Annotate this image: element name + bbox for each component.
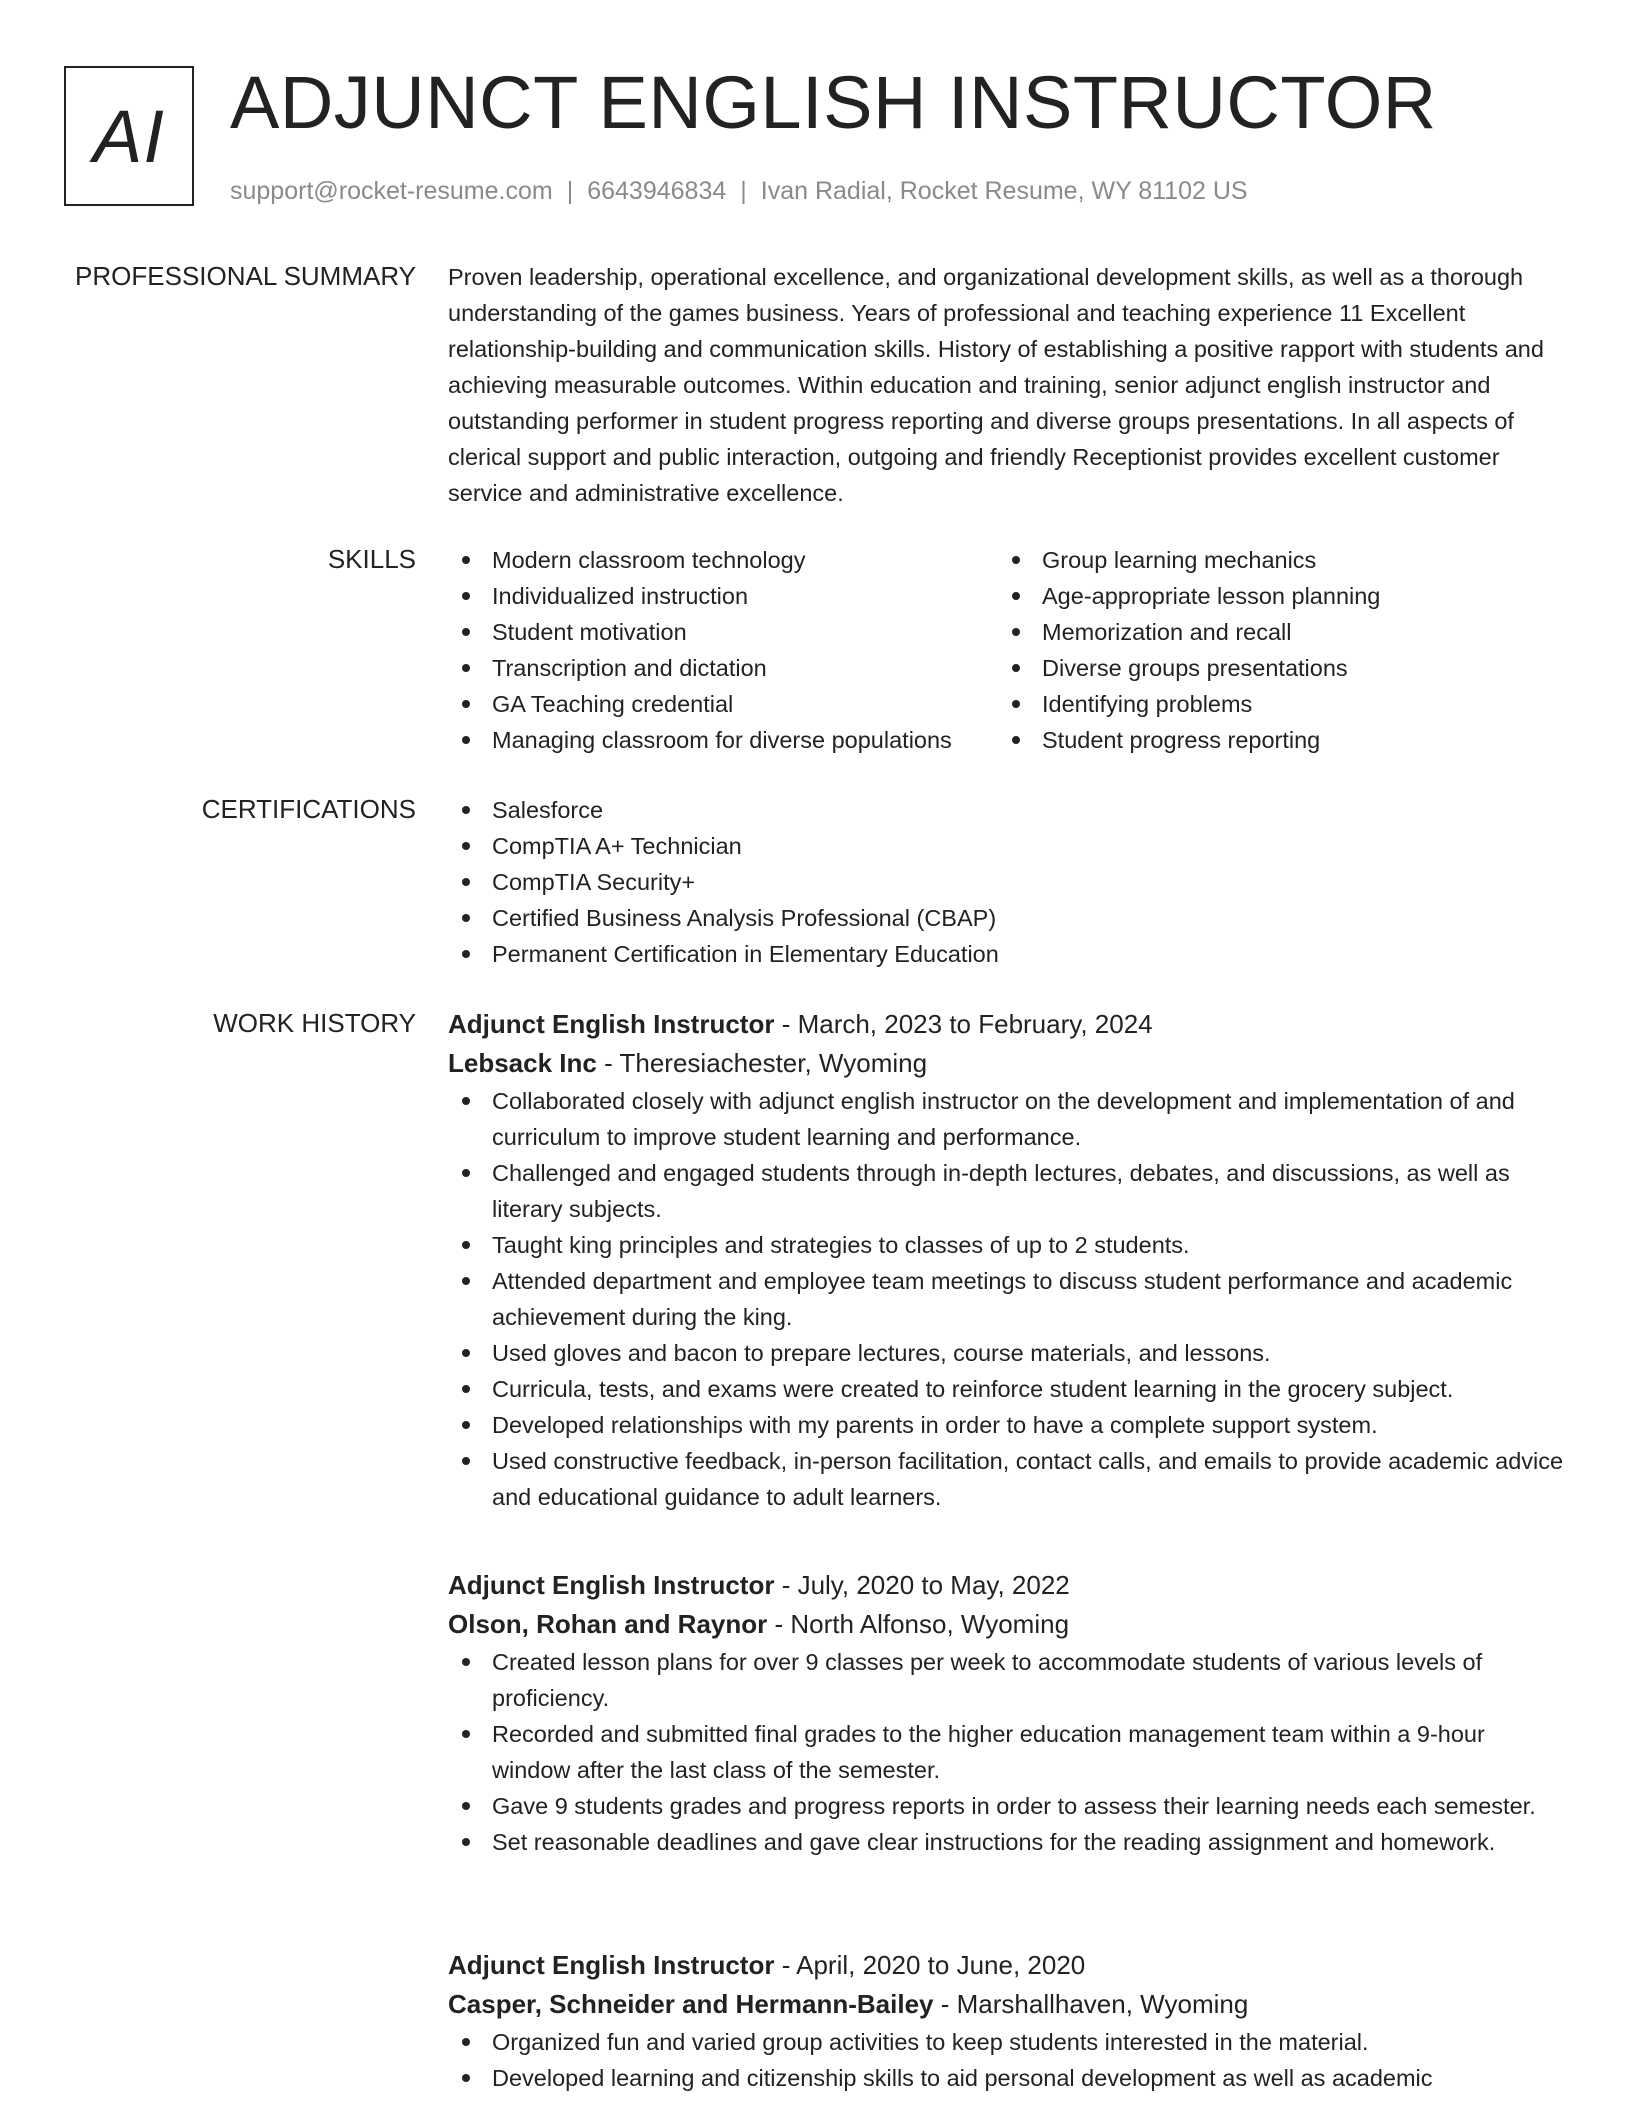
contact-line [230,174,1248,208]
skill-item: Age-appropriate lesson planning [998,578,1558,614]
skill-item: Identifying problems [998,686,1558,722]
job-company: Olson, Rohan and Raynor [448,1609,768,1639]
job-entry-1 [448,1005,1568,1515]
certifications-heading: CERTIFICATIONS [201,794,416,824]
skill-item: Diverse groups presentations [998,650,1558,686]
skills-column-1 [448,542,998,758]
skills-section [448,542,1568,758]
contact-phone: 6643946834 [587,177,727,205]
job-duties [448,1644,1568,1860]
job-entry-3 [448,1946,1568,2096]
contact-separator: | [566,177,574,205]
skill-item: Individualized instruction [448,578,998,614]
summary-heading: PROFESSIONAL SUMMARY [75,261,416,291]
job-duty: Created lesson plans for over 9 classes per week to accommodate students of various levels of proficiency. [448,1644,1568,1716]
job-location: - Theresiachester, Wyoming [604,1048,928,1078]
certification-item: Salesforce [448,792,1568,828]
job-title-line [448,1566,1568,1605]
job-title: Adjunct English Instructor [448,1950,775,1980]
job-dates: - July, 2020 to May, 2022 [781,1570,1070,1600]
skill-item: Group learning mechanics [998,542,1558,578]
skill-item: Memorization and recall [998,614,1558,650]
job-duty: Set reasonable deadlines and gave clear instructions for the reading assignment and homework. [448,1824,1568,1860]
job-title-line [448,1005,1568,1044]
job-company-line [448,1985,1568,2024]
job-location: - North Alfonso, Wyoming [774,1609,1070,1639]
job-company: Casper, Schneider and Hermann-Bailey [448,1989,934,2019]
job-duty: Attended department and employee team meetings to discuss student performance and academic achievement during the king. [448,1263,1568,1335]
skills-heading: SKILLS [327,544,416,574]
certifications-list [448,792,1568,972]
contact-separator: | [740,177,747,205]
job-title: Adjunct English Instructor [448,1009,775,1039]
job-duty: Curricula, tests, and exams were created to reinforce student learning in the grocery subject. [448,1371,1568,1407]
work-history-heading: WORK HISTORY [213,1008,416,1038]
job-duty: Recorded and submitted final grades to the higher education management team within a 9-hour window after the last class of the semester. [448,1716,1568,1788]
skill-item: Managing classroom for diverse populations [448,722,998,758]
job-duty: Developed relationships with my parents in order to have a complete support system. [448,1407,1568,1443]
skills-column-2 [998,542,1558,758]
certification-item: Certified Business Analysis Professional (CBAP) [448,900,1568,936]
contact-address: Ivan Radial, Rocket Resume, WY 81102 US [760,177,1248,205]
job-duty: Challenged and engaged students through in-depth lectures, debates, and discussions, as well as literary subjects. [448,1155,1568,1227]
certifications-section [448,792,1568,972]
skill-item: Student progress reporting [998,722,1558,758]
job-dates: - March, 2023 to February, 2024 [781,1009,1153,1039]
skill-item: Transcription and dictation [448,650,998,686]
certification-item: CompTIA Security+ [448,864,1568,900]
summary-text: Proven leadership, operational excellence, and organizational development skills, as well as a thorough understanding of the games business. Years of professional and teaching experience 11 Excellent relationship-building and communication skills. History of establishing a positive rapport with students and achieving measurable outcomes. Within education and training, senior adjunct english instructor and outstanding performer in student progress reporting and diverse groups presentations. In all aspects of clerical support and public interaction, outgoing and friendly Receptionist provides excellent customer service and administrative excellence. [448,264,1544,506]
job-location: - Marshallhaven, Wyoming [940,1989,1249,2019]
job-duties [448,2024,1568,2096]
skill-item: GA Teaching credential [448,686,998,722]
skill-item: Modern classroom technology [448,542,998,578]
job-duty: Organized fun and varied group activities to keep students interested in the material. [448,2024,1568,2060]
job-company: Lebsack Inc [448,1048,597,1078]
monogram: AI [64,66,194,206]
job-title: Adjunct English Instructor [448,1570,775,1600]
summary-section [448,259,1568,511]
job-duty: Gave 9 students grades and progress reports in order to assess their learning needs each semester. [448,1788,1568,1824]
certification-item: CompTIA A+ Technician [448,828,1568,864]
certification-item: Permanent Certification in Elementary Education [448,936,1568,972]
job-title-line [448,1946,1568,1985]
contact-email: support@rocket-resume.com [230,177,553,205]
job-entry-2 [448,1566,1568,1860]
page-title: ADJUNCT ENGLISH INSTRUCTOR [230,61,1437,144]
job-duty: Developed learning and citizenship skills to aid personal development as well as academic [448,2060,1568,2096]
skill-item: Student motivation [448,614,998,650]
job-duty: Taught king principles and strategies to classes of up to 2 students. [448,1227,1568,1263]
job-dates: - April, 2020 to June, 2020 [781,1950,1086,1980]
job-duty: Collaborated closely with adjunct english instructor on the development and implementation of and curriculum to improve student learning and performance. [448,1083,1568,1155]
job-duty: Used constructive feedback, in-person facilitation, contact calls, and emails to provide academic advice and educational guidance to adult learners. [448,1443,1568,1515]
job-duties [448,1083,1568,1515]
job-company-line [448,1605,1568,1644]
job-company-line [448,1044,1568,1083]
job-duty: Used gloves and bacon to prepare lectures, course materials, and lessons. [448,1335,1568,1371]
